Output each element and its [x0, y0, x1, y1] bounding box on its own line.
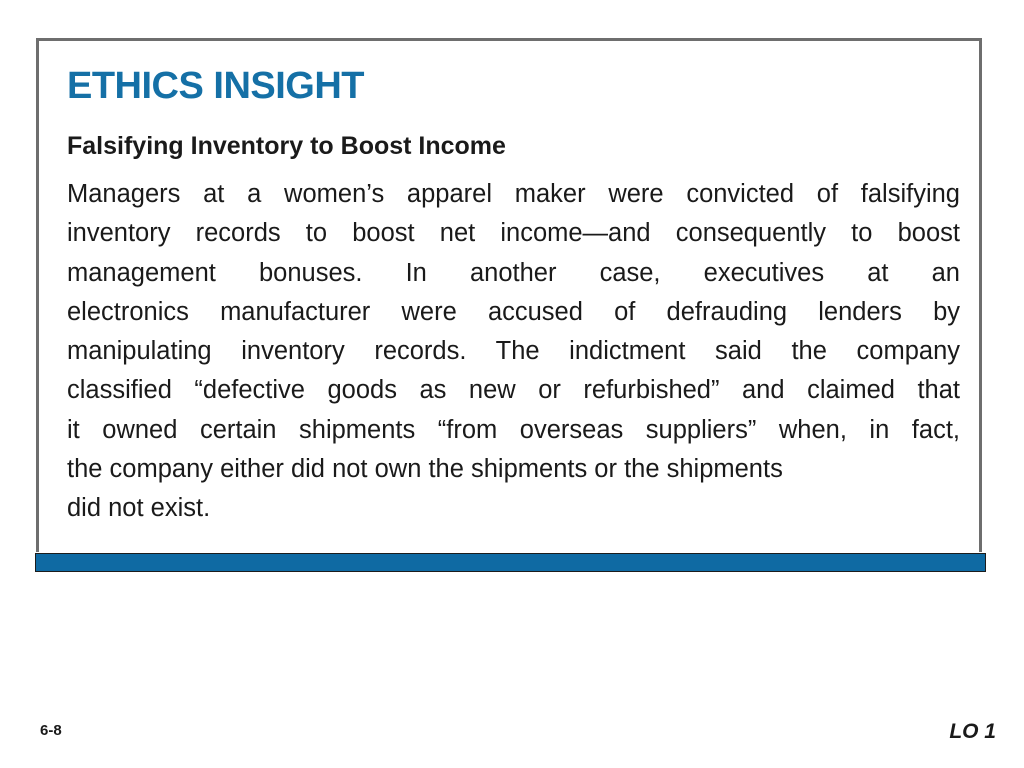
insight-heading: ETHICS INSIGHT	[67, 65, 365, 107]
body-line: did not exist.	[67, 494, 211, 523]
ethics-insight-box	[36, 38, 982, 552]
body-line: the company either did not own the shipments or the shipments	[67, 455, 783, 484]
body-line: Managers at a women’s apparel maker were convicted of falsifying	[67, 180, 960, 208]
body-line: electronics manufacturer were accused of defrauding lenders by	[67, 297, 960, 326]
body-line: manipulating inventory records. The indictment said the company	[67, 337, 960, 366]
body-line: management bonuses. In another case, executives at an	[67, 258, 960, 287]
body-line: classified “defective goods as new or refurbished” and claimed that	[67, 376, 960, 405]
insight-body	[67, 175, 960, 529]
insight-subheading: Falsifying Inventory to Boost Income	[67, 132, 506, 160]
page-number: 6-8	[40, 722, 62, 739]
body-line: it owned certain shipments “from overseas suppliers” when, in fact,	[67, 415, 960, 444]
insight-accent-bar	[35, 553, 986, 572]
body-line: inventory records to boost net income—and consequently to boost	[67, 219, 960, 248]
learning-objective-label: LO 1	[949, 720, 996, 743]
